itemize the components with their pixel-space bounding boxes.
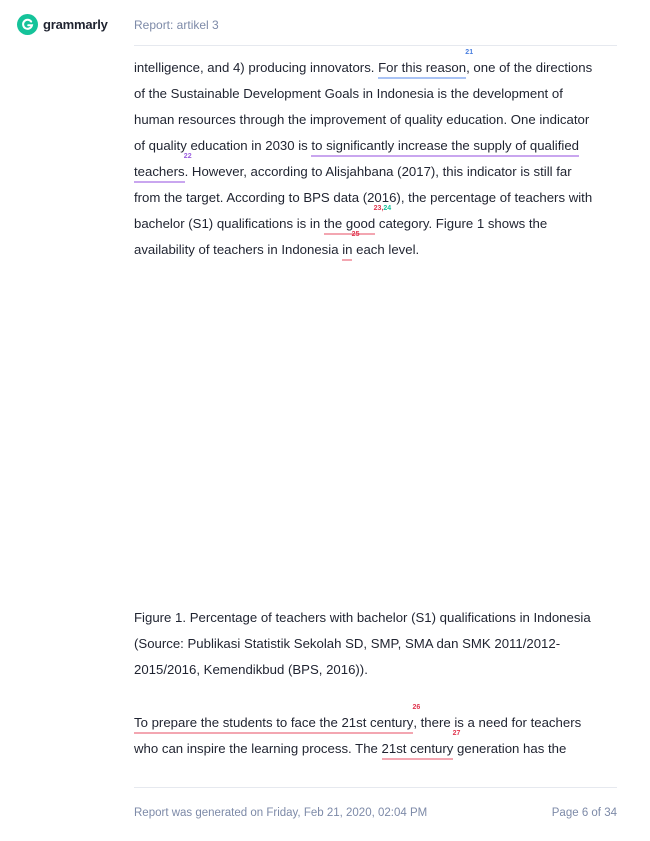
figure-placeholder xyxy=(134,275,617,595)
text-run: . However, according to Alisjahbana (2017), this indicator is still far xyxy=(184,164,572,179)
marked-text: To prepare the students to face the 21st century xyxy=(134,715,414,730)
suggestion-mark-22-part2[interactable] xyxy=(134,153,192,183)
suggestion-number: 22 xyxy=(183,153,192,160)
figure-caption xyxy=(134,605,617,683)
suggestion-number-separator: , xyxy=(381,205,384,212)
suggestion-mark-23-24[interactable] xyxy=(323,205,392,235)
suggestion-number: 23 xyxy=(373,205,382,212)
suggestion-numbers xyxy=(374,205,392,213)
generated-timestamp: Report was generated on Friday, Feb 21, 2020, 02:04 PM xyxy=(134,807,428,819)
paragraph-2 xyxy=(134,704,617,762)
suggestion-number: 24 xyxy=(383,205,392,212)
text-run: of quality education in 2030 is xyxy=(134,138,312,153)
text-line xyxy=(134,49,617,81)
text-run: , there is a need for teachers xyxy=(413,715,582,730)
grammarly-logo xyxy=(17,14,108,35)
marked-text: 21st century xyxy=(381,741,454,756)
grammarly-g-icon xyxy=(17,14,38,35)
marked-text: the good xyxy=(323,216,376,231)
text-run: intelligence, and 4) producing innovators. xyxy=(134,60,379,75)
text-line xyxy=(134,704,617,736)
footer-divider xyxy=(134,787,617,788)
marked-text: teachers xyxy=(134,164,185,179)
suggestion-mark-27[interactable] xyxy=(381,730,461,760)
page-indicator: Page 6 of 34 xyxy=(551,807,617,819)
text-line xyxy=(134,231,617,263)
suggestion-number: 26 xyxy=(412,704,421,711)
suggestion-number: 25 xyxy=(351,231,360,238)
text-run: category. Figure 1 shows the xyxy=(375,216,548,231)
text-line xyxy=(134,730,617,762)
text-run: who can inspire the learning process. The xyxy=(134,741,382,756)
text-line xyxy=(134,153,617,185)
marked-text: in xyxy=(342,242,353,257)
text-run: generation has the xyxy=(453,741,567,756)
text-run: , one of the directions xyxy=(466,60,593,75)
text-run: each level. xyxy=(352,242,420,257)
text-run: bachelor (S1) qualifications is in xyxy=(134,216,324,231)
suggestion-mark-26[interactable] xyxy=(134,704,421,734)
text-line: (Source: Publikasi Statistik Sekolah SD, SMP, SMA dan SMK 2011/2012- xyxy=(134,636,561,651)
report-header xyxy=(0,0,650,46)
report-title: Report: artikel 3 xyxy=(134,18,219,32)
marked-text: For this reason xyxy=(378,60,467,75)
text-run: availability of teachers in Indonesia xyxy=(134,242,343,257)
text-line: of the Sustainable Development Goals in Indonesia is the development of xyxy=(134,86,563,101)
logo-text: grammarly xyxy=(43,17,108,32)
text-line: Figure 1. Percentage of teachers with bachelor (S1) qualifications in Indonesia xyxy=(134,610,591,625)
text-line: human resources through the improvement of quality education. One indicator xyxy=(134,112,590,127)
suggestion-mark-22-part1[interactable] xyxy=(311,137,579,157)
header-divider xyxy=(134,45,617,46)
text-line xyxy=(134,205,617,237)
suggestion-mark-25[interactable] xyxy=(342,231,360,261)
marked-text: to significantly increase the supply of qualified xyxy=(311,138,579,153)
text-line xyxy=(134,133,617,159)
suggestion-number: 27 xyxy=(452,730,461,737)
paragraph-1 xyxy=(134,49,617,263)
text-line: 2015/2016, Kemendikbud (BPS, 2016)). xyxy=(134,662,368,677)
suggestion-mark-21[interactable] xyxy=(378,49,474,79)
text-line: from the target. According to BPS data (2016), the percentage of teachers with xyxy=(134,190,593,205)
suggestion-number: 21 xyxy=(465,49,474,56)
